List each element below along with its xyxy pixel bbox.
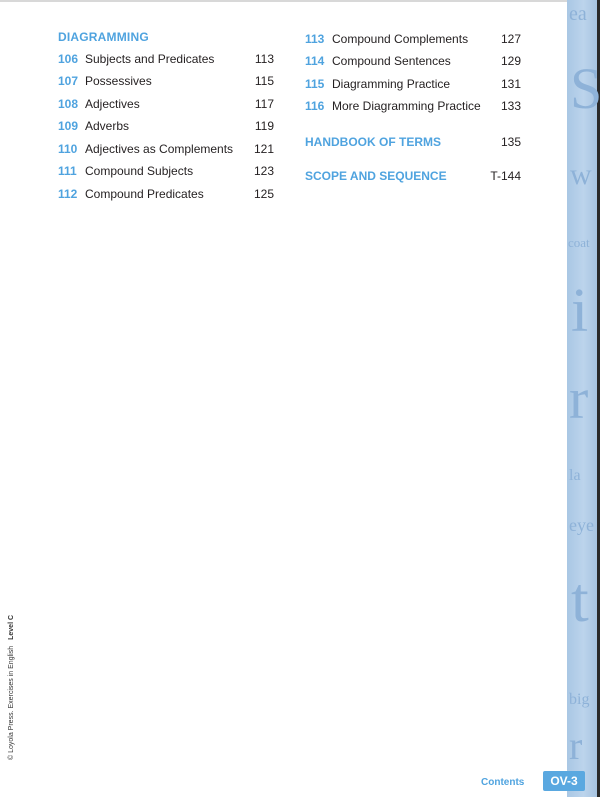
lesson-number: 110 [58, 142, 78, 156]
lesson-number: 113 [305, 32, 325, 46]
page-number: 129 [500, 54, 521, 68]
toc-entry[interactable] [305, 53, 521, 69]
toc-entry[interactable] [58, 73, 274, 89]
page-number: 127 [500, 32, 521, 46]
toc-entry[interactable] [305, 31, 521, 47]
page-number: 131 [500, 77, 521, 91]
page-edge-top [0, 0, 600, 2]
page-number: 133 [500, 99, 521, 113]
page-number: 125 [253, 187, 274, 201]
lesson-title: Compound Sentences [332, 54, 451, 68]
band-word: i [571, 277, 589, 345]
copyright-notice [8, 615, 15, 760]
page-number-badge: OV-3 [543, 771, 585, 791]
toc-scope-row[interactable] [305, 168, 521, 184]
lesson-title: Adverbs [85, 119, 130, 133]
lesson-title: More Diagramming Practice [332, 99, 481, 113]
copyright-text: © Loyola Press. Exercises in English [8, 645, 15, 760]
lesson-number: 108 [58, 97, 79, 111]
lesson-number: 111 [58, 164, 77, 178]
band-word: r [569, 723, 583, 768]
lesson-title: Subjects and Predicates [85, 52, 215, 66]
toc-entry[interactable] [58, 186, 274, 202]
page-number: 117 [254, 97, 274, 111]
lesson-number: 114 [305, 54, 325, 68]
page-number: 119 [254, 119, 274, 133]
lesson-number: 116 [305, 99, 325, 113]
toc-entry[interactable] [305, 76, 521, 92]
toc-entry[interactable] [58, 163, 274, 179]
lesson-title: Compound Predicates [85, 187, 204, 201]
toc-entry[interactable] [58, 118, 274, 134]
section-heading-handbook: HANDBOOK OF TERMS [305, 135, 441, 149]
band-word: r [569, 366, 589, 431]
page-number: 123 [253, 164, 274, 178]
band-word: w [570, 158, 592, 191]
toc-entry[interactable] [305, 98, 521, 114]
band-word: la [569, 467, 581, 484]
page-number: 115 [254, 74, 274, 88]
page-number: 113 [254, 52, 274, 66]
lesson-title: Diagramming Practice [332, 77, 451, 91]
lesson-number: 112 [58, 187, 78, 201]
lesson-title: Possessives [85, 74, 152, 88]
toc-entry[interactable] [58, 141, 274, 157]
lesson-number: 115 [305, 77, 325, 91]
lesson-title: Compound Subjects [85, 164, 194, 178]
level-label: Level C [8, 614, 15, 640]
page-number: T-144 [490, 169, 521, 183]
decorative-side-band [567, 0, 602, 797]
toc-handbook-row[interactable] [305, 134, 521, 150]
band-word: coat [568, 235, 590, 250]
lesson-number: 107 [58, 74, 79, 88]
lesson-number: 109 [58, 119, 79, 133]
band-word: S [570, 56, 602, 121]
lesson-title: Adjectives [85, 97, 140, 111]
band-word: t [571, 564, 589, 635]
toc-entry[interactable] [58, 96, 274, 112]
band-word: eye [569, 515, 594, 535]
page-number: 121 [253, 142, 274, 156]
lesson-number: 106 [58, 52, 79, 66]
footer-section-label: Contents [481, 777, 525, 788]
toc-entry[interactable] [58, 51, 274, 67]
page-number: 135 [500, 135, 521, 149]
band-word: big [569, 691, 590, 708]
lesson-title: Compound Complements [332, 32, 469, 46]
section-heading-scope: SCOPE AND SEQUENCE [305, 169, 447, 183]
band-word: ea [569, 3, 587, 25]
lesson-title: Adjectives as Complements [85, 142, 234, 156]
section-heading-diagramming: DIAGRAMMING [58, 30, 149, 44]
